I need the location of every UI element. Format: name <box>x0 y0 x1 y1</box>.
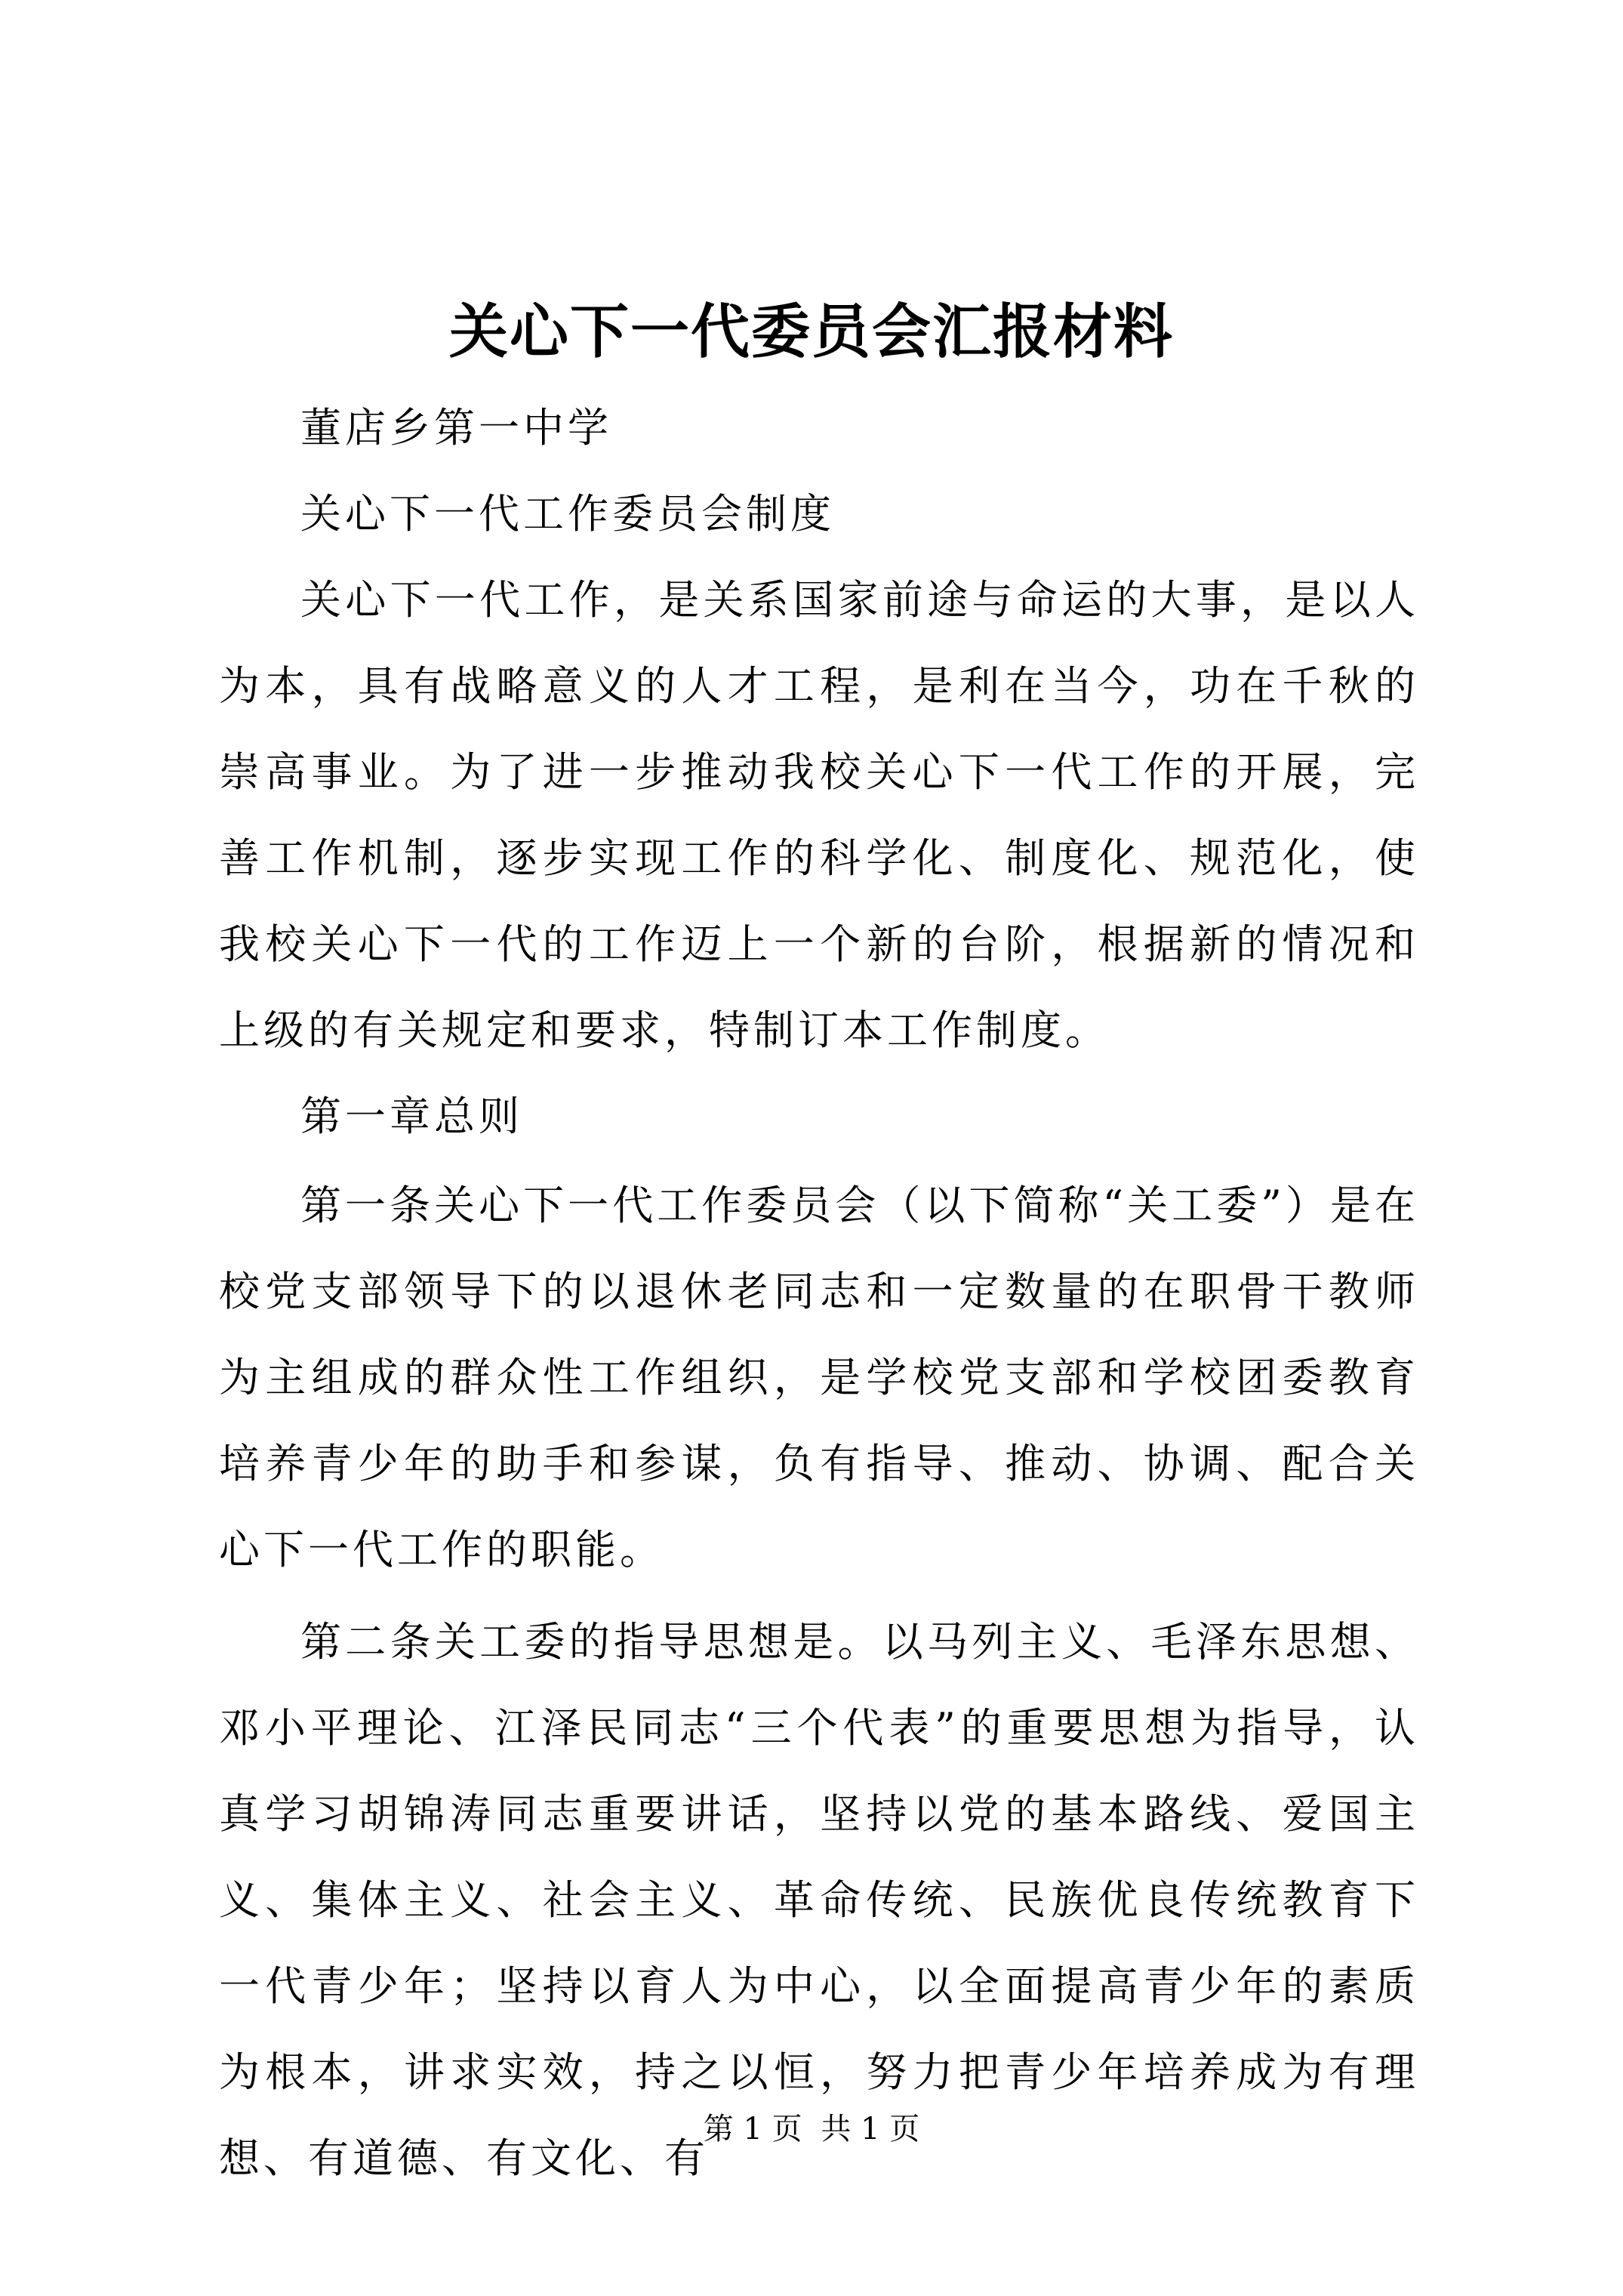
document-body <box>219 385 1419 2202</box>
document-title: 关心下一代委员会汇报材料 <box>448 297 1174 366</box>
paragraph-article-two: 第二条关工委的指导思想是。以马列主义、毛泽东思想、邓小平理论、江泽民同志“三个代表”的重要思想为指导，认真学习胡锦涛同志重要讲话，坚持以党的基本路线、爱国主义、集体主义、社会主义、革命传统、民族优良传统教育下一代青少年；坚持以育人为中心，以全面提高青少年的素质为根本，讲求实效，持之以恒，努力把青少年培养成为有理想、有道德、有文化、有 <box>219 1618 1419 2182</box>
paragraph-introduction: 关心下一代工作，是关系国家前途与命运的大事，是以人为本，具有战略意义的人才工程，是利在当今，功在千秋的崇高事业。为了进一步推动我校关心下一代工作的开展，完善工作机制，逐步实现工作的科学化、制度化、规范化，使我校关心下一代的工作迈上一个新的台阶，根据新的情况和上级的有关规定和要求，特制订本工作制度。 <box>219 576 1419 1054</box>
paragraph-school-name: 董店乡第一中学 <box>300 404 612 451</box>
paragraph-regulation-title: 关心下一代工作委员会制度 <box>300 490 835 538</box>
page-total: 共 1 页 <box>821 2112 920 2147</box>
page-number: 第 1 页 <box>703 2112 802 2147</box>
page-footer <box>0 2106 1623 2152</box>
paragraph-article-one: 第一条关心下一代工作委员会（以下简称“关工委”）是在校党支部领导下的以退休老同志和一定数量的在职骨干教师为主组成的群众性工作组织，是学校党支部和学校团委教育培养青少年的助手和参谋，负有指导、推动、协调、配合关心下一代工作的职能。 <box>219 1182 1419 1573</box>
paragraph-chapter-heading: 第一章总则 <box>300 1093 523 1140</box>
